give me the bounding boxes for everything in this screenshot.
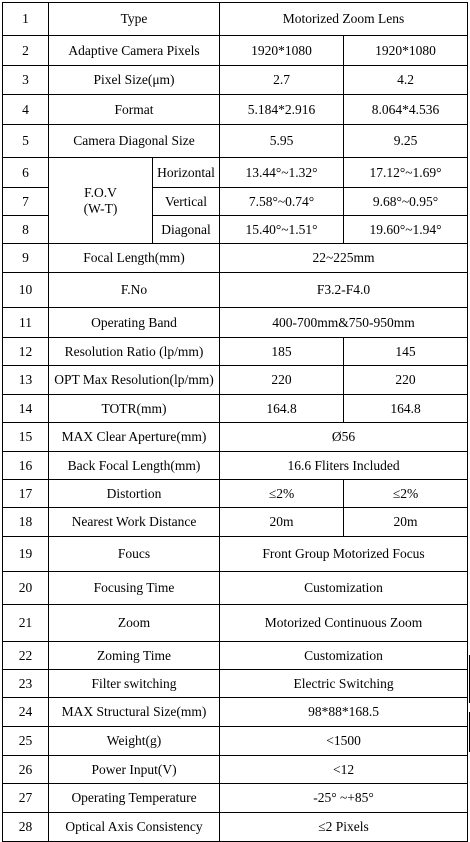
param-value-b: ≤2% (344, 480, 468, 508)
table-row (3, 480, 468, 508)
param-value: Customization (220, 572, 468, 605)
param-name: F.No (49, 273, 220, 308)
row-number: 28 (3, 813, 49, 842)
param-value-a: 220 (220, 366, 344, 395)
fov-label (49, 158, 153, 244)
table-row (3, 698, 468, 727)
row-number: 26 (3, 756, 49, 784)
table-row (3, 784, 468, 813)
param-name: Optical Axis Consistency (49, 813, 220, 842)
row-number: 2 (3, 36, 49, 66)
param-name: Operating Band (49, 308, 220, 338)
param-name: TOTR(mm) (49, 395, 220, 423)
param-name: Resolution Ratio (lp/mm) (49, 338, 220, 366)
param-value-b: 220 (344, 366, 468, 395)
param-value: Motorized Zoom Lens (220, 3, 468, 36)
param-value: Front Group Motorized Focus (220, 537, 468, 572)
table-row (3, 244, 468, 273)
row-number: 9 (3, 244, 49, 273)
param-name: Distortion (49, 480, 220, 508)
row-number: 16 (3, 452, 49, 480)
param-name: Power Input(V) (49, 756, 220, 784)
row-number: 8 (3, 216, 49, 244)
table-row (3, 308, 468, 338)
row-number: 10 (3, 273, 49, 308)
table-row (3, 366, 468, 395)
row-number: 22 (3, 642, 49, 670)
param-value-a: 185 (220, 338, 344, 366)
row-number: 20 (3, 572, 49, 605)
param-name: Filter switching (49, 670, 220, 698)
table-row (3, 66, 468, 95)
param-name: Pixel Size(μm) (49, 66, 220, 95)
table-row (3, 3, 468, 36)
table-row (3, 670, 468, 698)
param-name: Weight(g) (49, 727, 220, 756)
param-value-a: 5.184*2.916 (220, 95, 344, 125)
param-value-b: 8.064*4.536 (344, 95, 468, 125)
param-value: <1500 (220, 727, 468, 756)
param-name: MAX Structural Size(mm) (49, 698, 220, 727)
param-value-a: ≤2% (220, 480, 344, 508)
param-name: Focusing Time (49, 572, 220, 605)
param-name: Back Focal Length(mm) (49, 452, 220, 480)
param-name: Adaptive Camera Pixels (49, 36, 220, 66)
table-row (3, 756, 468, 784)
table-row (3, 813, 468, 842)
param-value: Electric Switching (220, 670, 468, 698)
row-number: 24 (3, 698, 49, 727)
row-number: 14 (3, 395, 49, 423)
param-value-a: 13.44°~1.32° (220, 158, 344, 188)
param-value-a: 2.7 (220, 66, 344, 95)
param-name: MAX Clear Aperture(mm) (49, 423, 220, 452)
param-value-b: 4.2 (344, 66, 468, 95)
param-value-a: 5.95 (220, 125, 344, 158)
table-row (3, 572, 468, 605)
table-row (3, 605, 468, 642)
param-value: 16.6 Fliters Included (220, 452, 468, 480)
row-number: 11 (3, 308, 49, 338)
param-value: <12 (220, 756, 468, 784)
param-value-b: 9.68°~0.95° (344, 188, 468, 216)
table-row (3, 508, 468, 537)
param-name: Zoom (49, 605, 220, 642)
row-number: 6 (3, 158, 49, 188)
param-subname: Diagonal (153, 216, 220, 244)
param-name: Zoming Time (49, 642, 220, 670)
param-subname: Horizontal (153, 158, 220, 188)
row-number: 27 (3, 784, 49, 813)
row-number: 18 (3, 508, 49, 537)
param-name: Nearest Work Distance (49, 508, 220, 537)
param-name: OPT Max Resolution(lp/mm) (49, 366, 220, 395)
table-row (3, 727, 468, 756)
param-value-b: 9.25 (344, 125, 468, 158)
row-number: 15 (3, 423, 49, 452)
table-row (3, 158, 468, 188)
row-number: 17 (3, 480, 49, 508)
row-number: 19 (3, 537, 49, 572)
row-number: 3 (3, 66, 49, 95)
row-number: 25 (3, 727, 49, 756)
param-value: Customization (220, 642, 468, 670)
spec-table (2, 2, 468, 842)
param-value-a: 1920*1080 (220, 36, 344, 66)
param-name: Foucs (49, 537, 220, 572)
param-name: Type (49, 3, 220, 36)
param-value: ≤2 Pixels (220, 813, 468, 842)
table-row (3, 395, 468, 423)
param-value-a: 20m (220, 508, 344, 537)
param-value-a: 7.58°~0.74° (220, 188, 344, 216)
param-value-b: 19.60°~1.94° (344, 216, 468, 244)
param-value-b: 145 (344, 338, 468, 366)
param-value: 98*88*168.5 (220, 698, 468, 727)
param-value-b: 20m (344, 508, 468, 537)
param-value: 400-700mm&750-950mm (220, 308, 468, 338)
fov-label-line2: (W-T) (83, 200, 118, 216)
param-name: Operating Temperature (49, 784, 220, 813)
param-value-b: 1920*1080 (344, 36, 468, 66)
row-number: 21 (3, 605, 49, 642)
param-name: Camera Diagonal Size (49, 125, 220, 158)
param-subname: Vertical (153, 188, 220, 216)
param-value: Motorized Continuous Zoom (220, 605, 468, 642)
row-number: 5 (3, 125, 49, 158)
fov-label-line1: F.O.V (84, 184, 117, 200)
param-value: 22~225mm (220, 244, 468, 273)
row-number: 13 (3, 366, 49, 395)
param-value-b: 164.8 (344, 395, 468, 423)
table-row (3, 537, 468, 572)
table-row (3, 36, 468, 66)
row-number: 7 (3, 188, 49, 216)
param-value-b: 17.12°~1.69° (344, 158, 468, 188)
table-row (3, 125, 468, 158)
param-value-a: 15.40°~1.51° (220, 216, 344, 244)
param-name: Format (49, 95, 220, 125)
row-number: 1 (3, 3, 49, 36)
table-row (3, 273, 468, 308)
table-row (3, 338, 468, 366)
param-value: -25° ~+85° (220, 784, 468, 813)
table-row (3, 95, 468, 125)
param-value-a: 164.8 (220, 395, 344, 423)
param-value: Ø56 (220, 423, 468, 452)
param-value: F3.2-F4.0 (220, 273, 468, 308)
row-number: 12 (3, 338, 49, 366)
row-number: 23 (3, 670, 49, 698)
param-name: Focal Length(mm) (49, 244, 220, 273)
row-number: 4 (3, 95, 49, 125)
table-row (3, 423, 468, 452)
table-row (3, 452, 468, 480)
table-row (3, 642, 468, 670)
